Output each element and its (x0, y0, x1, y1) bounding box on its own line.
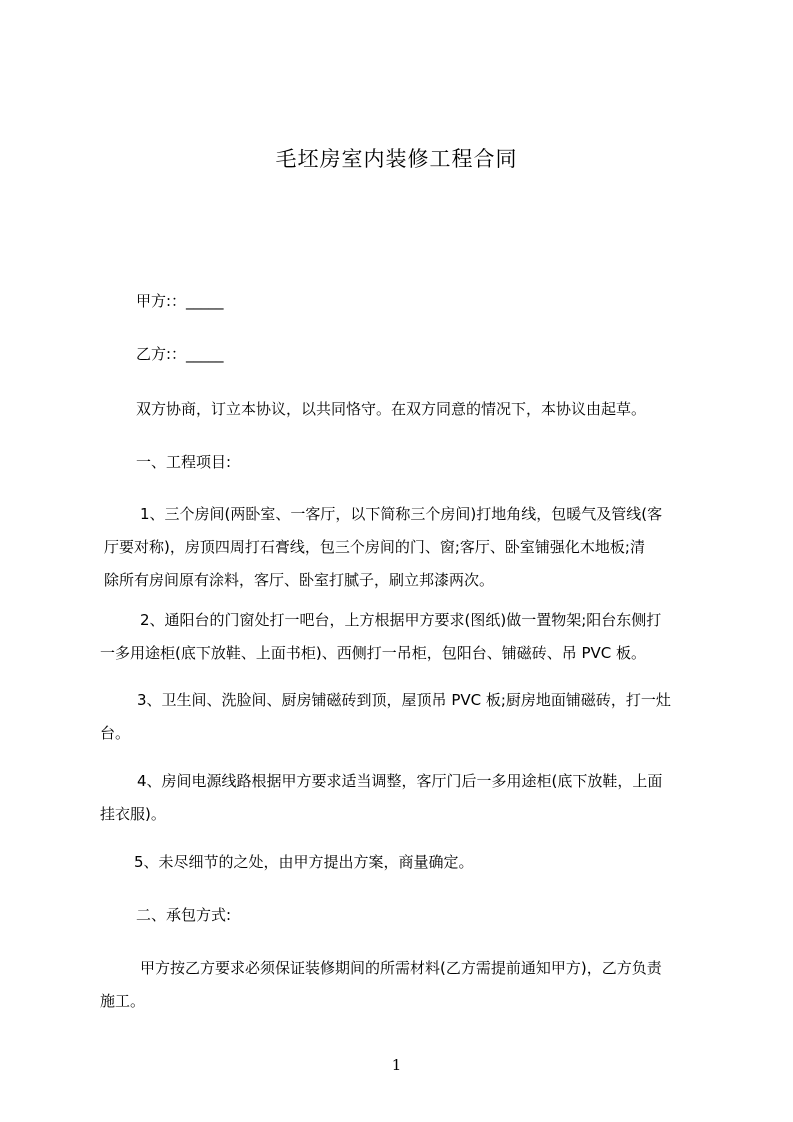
party-a-line: 甲方:：_____ (136, 292, 224, 310)
section-1-heading: 一、工程项目: (136, 453, 232, 471)
item-3-line: 台。 (100, 724, 131, 742)
item-4-line: 挂衣服)。 (100, 805, 166, 823)
party-b-line: 乙方:：_____ (136, 345, 224, 363)
section-2-line: 施工。 (100, 992, 146, 1010)
page-number: 1 (391, 1056, 402, 1074)
section-2-heading: 二、承包方式: (136, 906, 232, 924)
item-1-line: 厅要对称)，房顶四周打石膏线，包三个房间的门、窗;客厅、卧室铺强化木地板;清 (104, 538, 645, 556)
item-4-line: 4、房间电源线路根据甲方要求适当调整，客厅门后一多用途柜(底下放鞋，上面 (137, 772, 663, 790)
item-1-line: 除所有房间原有涂料，客厅、卧室打腻子，刷立邦漆两次。 (104, 571, 495, 589)
section-2-paragraph (100, 952, 700, 1018)
item-2-line: 一多用途柜(底下放鞋、上面书柜)、西侧打一吊柜，包阳台、铺磁砖、吊 PVC 板。 (100, 644, 647, 662)
item-2-paragraph (100, 604, 700, 670)
page-title: 毛坯房室内装修工程合同 (275, 147, 518, 171)
item-2-line: 2、通阳台的门窗处打一吧台，上方根据甲方要求(图纸)做一置物架;阳台东侧打 (140, 611, 662, 629)
item-4-paragraph (100, 765, 700, 831)
section-2-line: 甲方按乙方要求必须保证装修期间的所需材料(乙方需提前通知甲方)，乙方负责 (140, 959, 662, 977)
item-3-line: 3、卫生间、洗脸间、厨房铺磁砖到顶，屋顶吊 PVC 板;厨房地面铺磁砖，打一灶 (137, 691, 671, 709)
item-1-line: 1、三个房间(两卧室、一客厅，以下简称三个房间)打地角线，包暖气及管线(客 (140, 505, 663, 523)
item-5-paragraph: 5、未尽细节的之处，由甲方提出方案，商量确定。 (134, 853, 474, 871)
item-1-paragraph (100, 498, 700, 597)
intro-paragraph: 双方协商，订立本协议，以共同恪守。在双方同意的情况下，本协议由起草。 (136, 400, 647, 418)
item-3-paragraph (100, 684, 700, 750)
